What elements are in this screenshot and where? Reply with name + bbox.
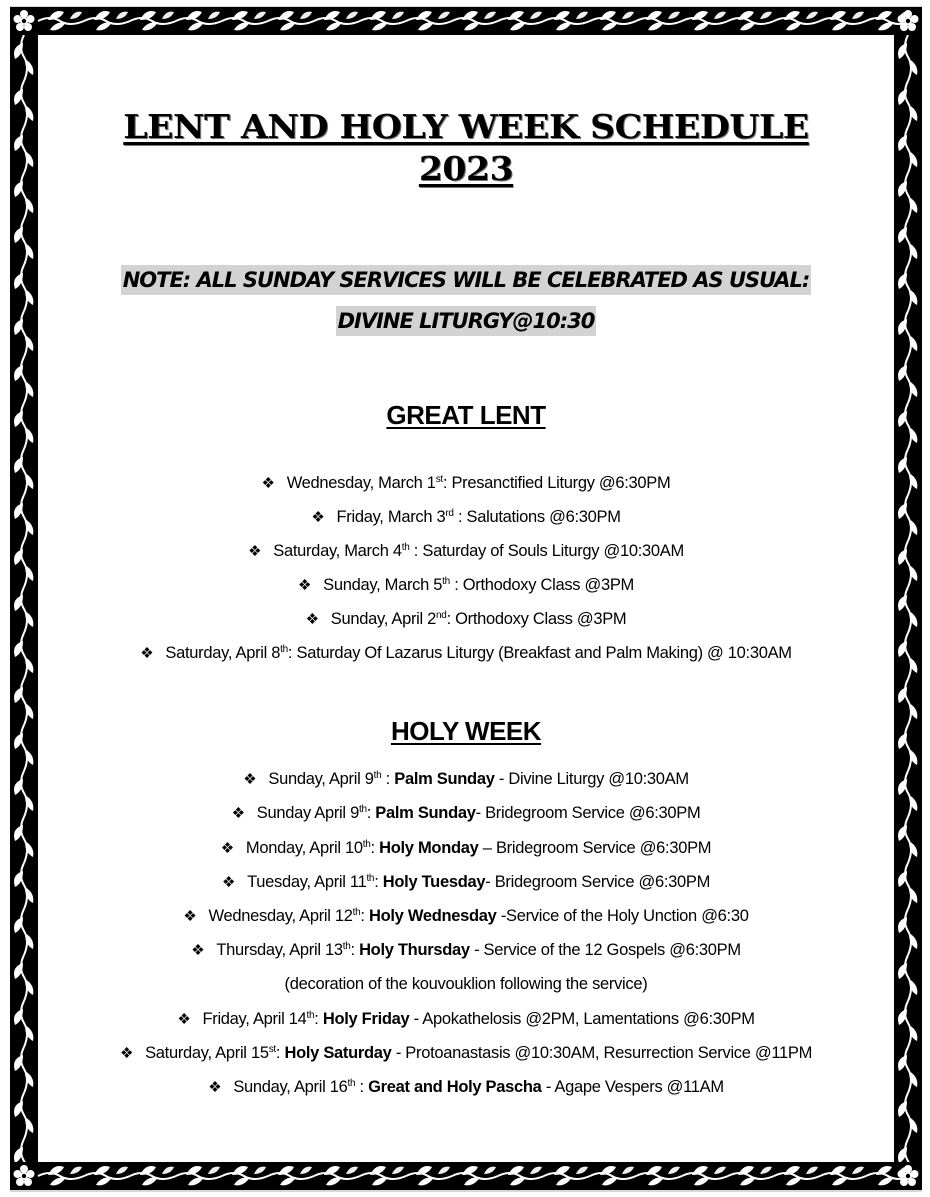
item-service: Saturday of Souls Liturgy @10:30AM [422, 542, 684, 560]
item-service: Presanctified Liturgy @6:30PM [451, 474, 671, 492]
item-service: -Service of the Holy Unction @6:30 [496, 907, 749, 925]
item-service: Orthodoxy Class @3PM [462, 576, 634, 594]
item-separator: : [275, 1044, 285, 1062]
item-service: - Protoanastasis @10:30AM, Resurrection Service @11PM [391, 1044, 813, 1062]
diamond-bullet-icon: ❖ [221, 874, 236, 891]
item-day: Monday, April 10 [245, 839, 363, 857]
item-feast: Holy Monday [379, 839, 479, 857]
item-feast: Holy Wednesday [369, 907, 497, 925]
item-separator: : [355, 1078, 369, 1096]
item-service: - Divine Liturgy @10:30AM [494, 770, 689, 788]
page-title: LENT AND HOLY WEEK SCHEDULE [123, 107, 809, 146]
item-day: Sunday, April 9 [268, 770, 374, 788]
list-item [38, 542, 894, 561]
list-item [38, 1078, 894, 1097]
diamond-bullet-icon: ❖ [220, 840, 234, 857]
list-item [38, 474, 894, 493]
item-service: - Agape Vespers @11AM [541, 1078, 724, 1096]
item-day: Saturday, April 8 [165, 644, 281, 662]
item-feast: Holy Saturday [284, 1044, 392, 1062]
item-day: Tuesday, April 11 [247, 873, 367, 891]
item-day: Saturday, March 4 [273, 542, 402, 560]
item-separator: : [374, 873, 383, 891]
thursday-note: (decoration of the kouvouklion following the service) [284, 975, 648, 993]
diamond-bullet-icon: ❖ [261, 475, 275, 492]
item-separator: : [366, 804, 376, 822]
diamond-bullet-icon: ❖ [183, 908, 197, 925]
item-ordinal: st [268, 1044, 276, 1055]
item-day: Thursday, April 13 [216, 941, 343, 959]
list-item [38, 576, 894, 595]
diamond-bullet-icon: ❖ [191, 942, 205, 959]
vine-border-top [10, 7, 922, 35]
item-day: Saturday, April 15 [145, 1044, 269, 1062]
item-day: Sunday, March 5 [323, 576, 443, 594]
diamond-bullet-icon: ❖ [305, 611, 319, 628]
diamond-bullet-icon: ❖ [297, 577, 312, 594]
list-item [38, 1010, 894, 1029]
page-title-year: 2023 [418, 149, 514, 188]
item-ordinal: th [352, 907, 361, 918]
vine-border-right [894, 35, 922, 1162]
item-service: - Apokathelosis @2PM, Lamentations @6:30PM [409, 1010, 755, 1028]
item-feast: Holy Thursday [359, 941, 470, 959]
item-separator: : [350, 941, 360, 959]
diamond-bullet-icon: ❖ [248, 543, 262, 560]
item-separator: : [453, 508, 467, 526]
list-item [38, 644, 894, 663]
item-ordinal: th [358, 804, 367, 815]
list-item [38, 1044, 894, 1063]
sunday-note: NOTE: ALL SUNDAY SERVICES WILL BE CELEBRATED AS USUAL: [38, 268, 894, 292]
vine-ornament-icon [10, 1162, 922, 1190]
list-item [38, 839, 894, 858]
diamond-bullet-icon: ❖ [140, 645, 154, 662]
list-item [38, 941, 894, 960]
item-feast: Great and Holy Pascha [368, 1078, 542, 1096]
item-ordinal: st [435, 474, 443, 485]
diamond-bullet-icon: ❖ [243, 771, 257, 788]
item-day: Sunday April 9 [256, 804, 359, 822]
list-item [38, 610, 894, 629]
item-separator: : [409, 542, 423, 560]
vine-border-bottom [10, 1162, 922, 1190]
item-separator: : [381, 770, 395, 788]
list-item [38, 804, 894, 823]
item-separator: : [360, 907, 369, 925]
item-service: - Bridegroom Service @6:30PM [475, 804, 701, 822]
list-item [38, 907, 894, 926]
item-ordinal: th [442, 576, 450, 587]
diamond-bullet-icon: ❖ [311, 509, 325, 526]
item-ordinal: rd [445, 508, 454, 519]
item-service: Orthodoxy Class @3PM [455, 610, 627, 628]
item-day: Sunday, April 2 [330, 610, 437, 628]
item-feast: Holy Tuesday [382, 873, 486, 891]
diamond-bullet-icon: ❖ [231, 805, 245, 822]
item-day: Wednesday, March 1 [286, 474, 436, 492]
sunday-note-liturgy: DIVINE LITURGY@10:30 [38, 309, 894, 333]
item-feast: Palm Sunday [375, 804, 476, 822]
vine-ornament-icon [894, 35, 922, 1162]
item-day: Sunday, April 16 [233, 1078, 348, 1096]
item-separator: : [442, 474, 452, 492]
list-item [38, 770, 894, 789]
item-day: Friday, April 14 [202, 1010, 307, 1028]
item-ordinal: th [347, 1078, 356, 1089]
item-feast: Holy Friday [322, 1010, 410, 1028]
item-service: Salutations @6:30PM [466, 508, 621, 526]
diamond-bullet-icon: ❖ [208, 1079, 222, 1096]
section-heading-great-lent: GREAT LENT [386, 400, 546, 430]
item-feast: Palm Sunday [394, 770, 495, 788]
item-ordinal: th [280, 644, 288, 655]
item-service: - Bridegroom Service @6:30PM [485, 873, 711, 891]
item-ordinal: th [366, 873, 375, 884]
item-ordinal: th [362, 839, 371, 850]
item-service: Saturday Of Lazarus Liturgy (Breakfast and Palm Making) @ 10:30AM [296, 644, 792, 662]
item-day: Friday, March 3 [336, 508, 446, 526]
vine-ornament-icon [10, 7, 922, 35]
item-separator: : [370, 839, 380, 857]
diamond-bullet-icon: ❖ [119, 1045, 134, 1062]
item-ordinal: nd [436, 610, 447, 621]
item-service: – Bridegroom Service @6:30PM [478, 839, 712, 857]
section-heading-holy-week: HOLY WEEK [390, 716, 542, 746]
list-item [38, 508, 894, 527]
item-separator: : [314, 1010, 323, 1028]
item-ordinal: th [306, 1010, 315, 1021]
vine-border-left [10, 35, 38, 1162]
item-day: Wednesday, April 12 [208, 907, 353, 925]
item-ordinal: th [373, 770, 382, 781]
list-item [38, 873, 894, 892]
item-ordinal: th [342, 941, 351, 952]
item-separator: : [449, 576, 463, 594]
vine-ornament-icon [10, 35, 38, 1162]
item-service: - Service of the 12 Gospels @6:30PM [469, 941, 741, 959]
border-edge [10, 1190, 922, 1192]
schedule-page [38, 35, 894, 1162]
diamond-bullet-icon: ❖ [177, 1011, 191, 1028]
item-separator: : [446, 610, 456, 628]
item-separator: : [287, 644, 297, 662]
item-ordinal: th [401, 542, 410, 553]
